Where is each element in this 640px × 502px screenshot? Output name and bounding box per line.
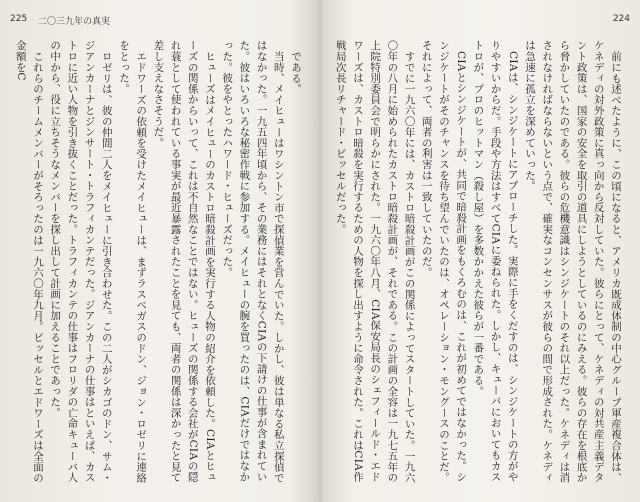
paragraph: CIAは、シンジケートにアプローチした。実際に手をくだすのは、シンジケートの方がやりやすいからだ。手段や方法はすべてCIAに委ねられた。しかし、キューバにおいてもカストロが、プロのヒットマン（殺し屋）を多数かかえた彼らが一番である。 (472, 40, 519, 482)
paragraph: 前にも述べたように、この頃になると、アメリカ既成体制の中心グループ軍産複合体は、ケネディの対外政策に真っ向から反対していた。彼らにとって、ケネディの対共産主義デタント政策は、国家の安全を取引の道具にしようとしているのにみえる。彼らの存在を根底から脅かしていたのである。彼らの危機意識はシンジケートのそれ以上だった。ケネディは消されなければならないという点で、確実なコンセンサスが彼らの間で形成された。ケネディは急速に孤立を深めていった。 (523, 40, 622, 483)
paragraph: ヒューズはメイヒューのカストロ暗殺計画を実行する人物の紹介を依頼した。CIAとヒューズの関係からいって、これは不自然なことではない。ヒューズの関係する会社がCIAの隠れ蓑として使われている事実が最近暴露されたことを見ても、両者の関係は深かったと見て差し支えなさそうだ。 (152, 40, 216, 483)
right-page (322, 0, 640, 502)
left-page-number: 225 (10, 14, 28, 24)
paragraph: 当時、メイヒューはワシントン市で探偵業を営んでいた。しかし、彼は単なる私立探偵ではなかった。一九五四年頃から、その業務にはそれとなくCIAの下請けの仕事が含まれていた。彼はいろいろな秘密作戦に参加する。メイヒューの腕を買ったのは、CIAだけではなかった。彼をやとったハワード・ヒューズだった。 (221, 40, 285, 483)
right-page-number: 224 (612, 14, 630, 24)
paragraph: エドワーズの依頼を受けたメイヒューは、まずラスベガスのドン、ジョン・ロゼリに連絡をとった。 (117, 40, 148, 483)
paragraph: ロゼリは、彼の仲間二人をメイヒューに引き合わせた。この二人がシカゴのドン、サム・ジアンカーナとジンサート・トラフィカンテだった。ジアンカーナの仕事はといえば、カストロに近い人物を引き抜くことだった。トラフィカンテの仕事はフロリダの亡命キューバ人の中から、役に立ちそうなメンバーを探し出して計画に加えることであった。 (49, 40, 113, 483)
paragraph: これらのチームメンバーがそろったのは一九六〇年九月。ビッセルとエドワーズは全面の金額をC (14, 40, 44, 483)
left-page-body (12, 40, 304, 492)
left-page (0, 0, 318, 502)
paragraph: すでに一九六〇年には、カストロ暗殺計画がこの関係によってスタートしていた。一九六〇年の八月に始められたカストロ暗殺計画が、それである。この計画の全容は一九七五年の上院特別委員会で明らかにされた。一九六〇年八月、CIA保安局長のシェフィールド・エドワーズは、カストロ暗殺を実行するための人物を探し出すように命令された。これはCIA作戦局次長リチャード・ビッセルだった。 (334, 40, 416, 483)
paragraph: CIAとシンジケートが、共同で暗殺計画をもくろむのは、これが初めてではなかった。シンジケートがそのチャンスを待ち望んでいたのは、オペレーション・モングースのことだ。それによって、両者の利害は一致していたのだ。 (420, 40, 468, 483)
paragraph: である。 (290, 50, 302, 94)
running-head: 二〇三九年の真実 (38, 17, 111, 27)
right-page-body (332, 40, 624, 492)
